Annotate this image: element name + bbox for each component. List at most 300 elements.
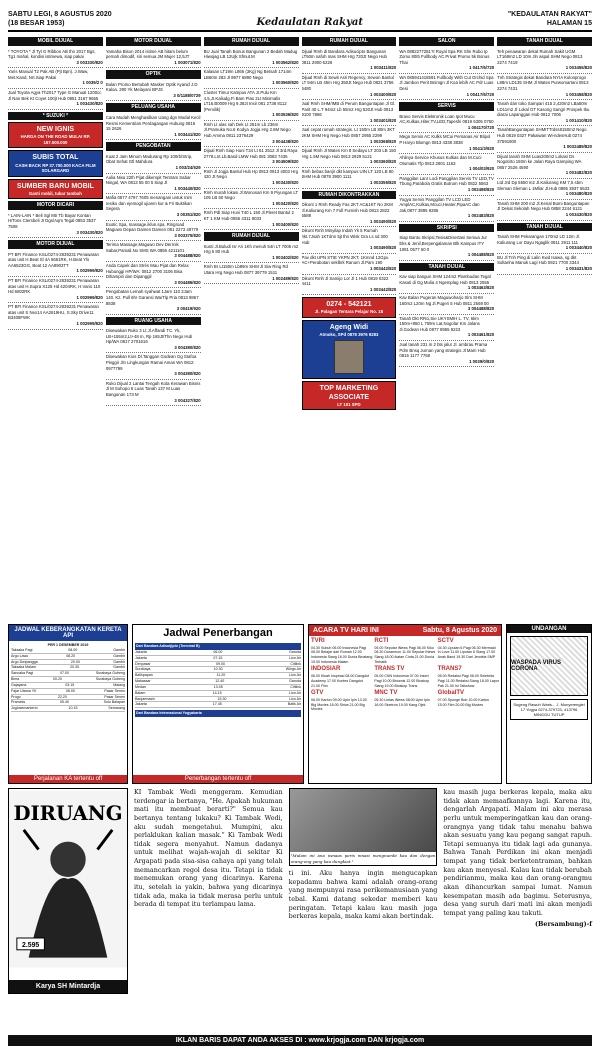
ad-text: Ltd Jrd Dp 5550 m2 Jl.Kaliurang KM 7,5 sbm Sleman Sleman L 1Mliar Jl.Hub 0895 3937 6533 xyxy=(497,180,590,191)
section-title: RUMAH DIKONTRAKKAN xyxy=(302,191,397,200)
schedule-cell: Fajar Utama YK xyxy=(11,688,37,693)
schedule-cell: Progo xyxy=(11,694,21,699)
section-title: SKRIPSI xyxy=(399,224,494,233)
ad-code: 3 00419/920 xyxy=(176,306,201,312)
ad-code: 1 003411/820 xyxy=(370,65,397,71)
schedule-cell: Sancaka Pagi xyxy=(11,671,34,676)
ad-text: WA 0882277281?I Royal Spa RK Slm Rubo Ip Zomo 80Ib Fullbody AC Privat Promo 5k Bonus Thai xyxy=(399,48,490,65)
classified-ad xyxy=(8,303,103,329)
classified-ad xyxy=(106,153,201,174)
classified-ad xyxy=(106,327,201,353)
ad-code: 1 003400/820 xyxy=(370,91,397,97)
classified-ad xyxy=(106,380,201,406)
train-subtitle: PER 1 DESEMBER 2019 xyxy=(47,643,89,647)
ad-code: 1 0417/6/720 xyxy=(469,65,495,71)
schedule-cell: Batik Air xyxy=(287,702,301,707)
schedule-cell: Solo Balapan xyxy=(103,700,125,705)
classified-ad xyxy=(8,89,103,110)
ad-code: 1 003441/820 xyxy=(174,131,201,137)
schedule-cell: 13.05 xyxy=(213,684,223,689)
schedules-row xyxy=(8,624,592,784)
schedule-cell: Pasar Senen xyxy=(104,694,125,699)
display-ad-heading: SUMBER BARU MOBIL xyxy=(16,182,94,190)
classified-ad xyxy=(497,200,592,221)
ad-code: 1 003480/820 xyxy=(565,191,592,197)
train-rows xyxy=(11,648,125,712)
comic-strip xyxy=(8,788,128,994)
schedule-cell: Makassar xyxy=(135,679,151,684)
schedule-cell: 20.30 xyxy=(70,665,80,670)
ad-text: Panggilan Lanr Lodi Panggilan Servis TV LED,TV Tbung,Parabola Gratis Butrum Hub 0822 5563 xyxy=(399,175,494,187)
display-ad-heading: Ageng Widi xyxy=(329,323,369,331)
ad-text: Cara Mudah Menghasilkan Uang dgn Modal Kecil Resmi Kementrian Perdagangan Hubung 0816 15 2626 xyxy=(105,114,201,132)
ad-text: Tnh Strategis dekat Bandara NYIA Kulonprogo L88m LD135 SHM Jl Wates Purwomartani 0813 2274 7431 xyxy=(497,74,589,91)
tv-channel xyxy=(311,638,372,664)
display-ad-heading: NEW IGNIS xyxy=(36,126,75,134)
schedule-cell: Prameks xyxy=(11,700,26,705)
ad-text: Kav Balan Pugeran Maguwoharjo Slm SHM 160m2 L20m Ng Jl.Pugeri 5 Hub 0811 2569 00 xyxy=(399,294,489,306)
section-title: MOTOR DICARI xyxy=(8,201,103,210)
ad-code: 3 004488/820 xyxy=(174,253,201,259)
tv-channel xyxy=(374,690,435,712)
ad-code: 1 002999/820 xyxy=(76,294,103,300)
ad-code: 1 004/03/920 xyxy=(469,166,495,172)
ad-text: Dikont Rmh Jl Samijo Lor Jl 1 Hub 0819 0322 4411 xyxy=(301,275,389,287)
ad-code: 1 002483/820 xyxy=(467,213,495,219)
ad-code: 1 0041/3/920 xyxy=(469,145,495,151)
ad-text: Tanah SHM 200 m2 Jl.Kenal Bumi Banguntapan Jl Dekat Sekolah Nego Hub 0858 2244 6121 xyxy=(497,200,590,212)
ad-text: Rmh Lt ulas sah Dek Lt 251m Lb 236m Jl.Pramuka No.6 Kodya Jogja Hrg 2.6M Nego Hub Amma 0811 2376429 xyxy=(203,121,291,139)
classifieds-grid xyxy=(8,35,592,620)
ad-text: Dikont Rmh Minyilap Indah Yk 5 Rumah hkt.7Jsah 1KTdnn 5jt thn Wisk Gra Ls sd 300 Hub xyxy=(301,228,388,245)
ad-text: WA 085941418591 Fullbody With Cut Orchid Spa Jl Jambon Perit Bnimgn Jl Koa lebih AC Pdr Luas Desi xyxy=(399,74,494,91)
tv-date: Sabtu, 8 Agustus 2020 xyxy=(422,627,497,634)
schedule-cell: 17.45 xyxy=(212,702,222,707)
ad-code: 3 004438/820 xyxy=(272,138,299,144)
ad-text: Mafia 0877 4797 7605 menangani untuk mim resiko dan ejemogil ujianm kur & Fri Buktikan Segera xyxy=(105,195,193,212)
ad-code: 1 003562/820 xyxy=(272,59,299,65)
ad-text: Sunti Jl.Buludi Isr Ari 1Kh menuh 54n LT 7005 m2 Hrg 6 80 Hub xyxy=(203,243,299,255)
channel-shows: 06.00 Kisah Inspirasi 08.00 Dangdut Academy 17.00 Kontes Dangdut 21.00 Film xyxy=(311,674,369,688)
classified-ad xyxy=(399,74,494,100)
ad-code: 3 004380/820 xyxy=(174,371,201,377)
tv-channel xyxy=(374,638,435,664)
schedule-cell: Banjarmasin xyxy=(135,696,155,701)
display-ad xyxy=(8,122,103,148)
ad-code: 1 003401/820 xyxy=(370,117,397,123)
display-ad-text: CASH BACK RP 37.700.000 KACA FILM SOLARGARD xyxy=(15,162,96,174)
schedule-cell: Taksaka Pagi xyxy=(11,647,33,652)
ad-text: Kalasan LT19m L866 (3Kg) Ng Betsah 1714m LB60m 283 Jl 9977 6890 Nego xyxy=(203,69,292,80)
feature-row xyxy=(8,788,592,994)
ad-code: 3 004486/820 xyxy=(174,279,201,285)
classified-ad xyxy=(8,48,103,69)
schedule-cell: Lion Air xyxy=(288,655,301,660)
ad-code: 3 003375/820 xyxy=(174,232,201,238)
display-ad-text: Atmoko, SPd 0878 3976 9283 xyxy=(319,332,379,337)
classified-ad xyxy=(106,221,201,242)
ad-text: PT BFI Finance KSL/0274-2839231 Penawaran atas unit H.Supra X125 Hd 4204RK, H.Vario 110 Hd 6802RK xyxy=(8,278,101,295)
classified-ad xyxy=(497,233,592,254)
ad-code: 1 003430/820 xyxy=(272,180,299,186)
ad-text: Dijual tanah SHM Luas200m2 Lokasi Ds Nogotirto 150m ke Jalan Raya Gamping WA 0857 2526 4590 xyxy=(497,153,582,170)
classified-ad xyxy=(497,254,592,275)
story-figure-caption: "Mulam ini ana iwnaas peris mnasi mengnumbi kau dan dengan orang-ong yang kau dungkiat." xyxy=(290,853,436,864)
classified-column xyxy=(8,35,103,620)
tv-channel xyxy=(438,690,499,712)
serial-story xyxy=(134,788,592,994)
classified-ad xyxy=(204,209,299,230)
ad-text: Kav siap bangun SHM 124m2 Plambudan Tegal Kasuti di Gg Mulia 4 Ngemplag Hub 0813 2555 xyxy=(399,274,491,285)
classified-ad xyxy=(106,262,201,288)
ad-text: Yamaha Bison 2014 istime AB hitam belum pernah dimodif, siri semua JM Mujer 12,5JT xyxy=(105,48,190,60)
ad-text: Kuat 2 Jam Minum Madurang Rp 100rb/Strip, Obat Sehat Gtl Mahdura xyxy=(105,153,193,165)
schedule-cell: 07.00 xyxy=(60,671,69,676)
ad-code: 1 003431/820 xyxy=(565,265,592,271)
ad-code: 3 004509/820 xyxy=(272,159,299,165)
classified-ad xyxy=(204,48,299,69)
schedule-cell: Argo Dwipangga xyxy=(11,659,38,664)
classified-ad xyxy=(302,201,397,227)
ad-text: Ahlinya Service Khusus Kulkas dan M.Cuci Otomatis Tlp 0813 2801 1163 xyxy=(399,155,482,166)
ad-text: PT BFI Finance KSL/0274-2839231 Penawaran atas unit S Nex14 AA2619HU, S.Sky Drive11 B3408FWK xyxy=(8,304,99,321)
section-title: PELUANG USAHA xyxy=(106,103,201,112)
channel-shows: 04.30 Liputan 6 Pagi 06.30 Mermaid In Love 11.00 Liputan 6 Siang 17.00 Anak Band 19.30 Dari Jendela SMP xyxy=(437,645,496,660)
classified-ad xyxy=(204,121,299,147)
schedule-cell: Gambir xyxy=(113,647,125,652)
channel-shows: 04.30 Subuh 06.00 Indonesia Pagi 08.00 Belajar dari Rumah 12.00 Indonesia Siang 16.00 Dunia Binatang 19.00 Indonesia Malam xyxy=(311,645,373,664)
schedule-cell: Jakarta xyxy=(135,649,147,654)
classified-ad xyxy=(399,273,494,294)
schedule-cell: Lion Air xyxy=(289,673,301,678)
classified-ad xyxy=(399,113,494,134)
masthead-logo: Kedaulatan Rakyat xyxy=(256,17,363,28)
ad-text: Exotic Spa, massage.iklun.spa. Ringroad Maguwo Depan Damen Damen 081 2273 48779 xyxy=(105,221,199,233)
classified-ad xyxy=(302,48,397,74)
schedule-cell: 15.30 xyxy=(217,696,227,701)
schedule-row xyxy=(11,706,125,712)
ad-text: Rmh Jl Jogja Bantul Hub Hp 0813 0913 4003 Hrg 420 Jt Nego xyxy=(203,168,299,180)
classified-ad xyxy=(204,189,299,210)
ad-code: 1 003455/820 xyxy=(565,65,592,71)
train-footer: Perjalanan KA tertentu off xyxy=(9,775,127,783)
ad-code: 1 003440/820 xyxy=(174,185,201,191)
tv-channel xyxy=(438,666,499,688)
display-ad xyxy=(302,320,397,379)
schedule-cell: 20.00 xyxy=(70,659,80,664)
ad-code: 1 003430/820 xyxy=(76,101,103,107)
ad-code: 3 003330/820 xyxy=(76,59,103,65)
section-title: OPTIK xyxy=(106,70,201,79)
classified-ad xyxy=(302,74,397,100)
agent-photo xyxy=(334,340,364,374)
ad-text: Jual cepat rumah strategis. Lt 150m LB 80m 3KT 2KM SHM Hrg Nego Hub 0857 2955 2299 xyxy=(301,127,395,139)
ad-code: 1 003490/820 xyxy=(370,245,397,251)
schedule-cell: 10.15 xyxy=(68,706,78,711)
channel-shows: 05.00 Redaksi Pagi 08.00 Selebrita Pagi 11.00 Redaksi Siang 18.00 Lapor Pak 21.00 Ini Talkshow xyxy=(437,674,499,688)
display-ad-heading: SUBIS TOTAL xyxy=(32,154,79,162)
section-title: * SUZUKI * xyxy=(8,112,103,121)
undangan-panel xyxy=(506,624,592,784)
section-title: MOTOR DIJUAL xyxy=(106,37,201,46)
ad-code: 1 00417/6/720 xyxy=(466,91,495,97)
ad-text: Jual Rmh SHM/IMB di Perum Banguntapan Jl Gl. Parit 40 L.T 94m2 Lb 55m2 Hrg 520Jt Hub 0813 9100 7886 xyxy=(301,101,396,118)
channel-name: SCTV xyxy=(437,638,454,644)
ad-code: 1 003/24/529 xyxy=(175,164,201,170)
schedule-cell: Citilink xyxy=(290,684,301,689)
ad-text: Terima Massage,Maguwo Dev Derrnik Sabar,Pamali.No SMS WA 0856 4211101 xyxy=(105,242,185,253)
story-column-2: ti ini. Aku hanya ingin mengucapkan kepadamu bahwa kami adalah orang-orang yang mempunyai rasa perikemanusiaan yang tebal. Kami datang sekedar memberi kau peringatan. Tetapi kalau kau masih juga berkeras kepala, maka kami akan bertindak. xyxy=(288,869,438,921)
classified-ad xyxy=(302,275,397,296)
ad-text: Pengobatan Lemah syahwat 1Jam 110 2Jam 140. Kz. Pull 6hr Garansi Wa/Tlp Pria 0813 9867 8838 xyxy=(105,289,199,306)
ad-text: PT BFI Finance KSL/0274-2839231 Penawaran atas unit H.Beat Sl 4A 5661RK, H.Beat Yls AA6523GG, Beat 12 AA8903TT xyxy=(8,251,99,268)
ad-code: 1 003461/820 xyxy=(467,332,495,338)
ad-code: 1 0032489/820 xyxy=(563,144,592,150)
schedule-cell: 05.40 xyxy=(59,700,69,705)
schedule-cell: Gambir xyxy=(113,653,125,658)
schedule-cell: 06.00 xyxy=(213,649,223,654)
flight-footer: Penerbangan tertentu off xyxy=(133,775,303,783)
section-title: RUMAH DIJUAL xyxy=(204,37,299,46)
schedule-cell: Surabaya xyxy=(135,667,151,672)
schedule-cell: Bima xyxy=(11,677,20,682)
display-ad-text: HARGA ON THE ROAD MULAI RP. 167.500.000 xyxy=(20,134,91,145)
classified-ad xyxy=(204,243,299,264)
classified-ad xyxy=(497,153,592,179)
section-title: RUMAH DIJUAL xyxy=(302,37,397,46)
classified-ad xyxy=(302,126,397,147)
display-ad xyxy=(8,179,103,200)
ad-code: 1 003482/820 xyxy=(565,170,592,176)
ad-code: 1 002498/820 xyxy=(467,186,495,192)
story-column-3: kau masih juga berkeras kepala, maka aku tidak akan memaafkannya lagi. Karena itu, dengarlah Argapati. Malam ini aku merasa perlu untuk memperingatkan kau dan orang-orangnya yang tidak tahu menahu bahwa akan sesuatu yang kau pegang sangat rapuh. Tetapi semuanya itu tidak lagi ada gunanya. Bahwa Tanah Perdikan ini akan menjadi tempat yang tidak berketentraman, bahkan kau akan menyesal. Kalau kau tidak berubah pendirianmu, maka kau dan orang-orangmu akan dihancurkan sampai lumat. Namun kesempatan masih ada bagimu. Seterusnya, desa yang suruh dari mati ini akan menjadi tempat yang paling kau takuti. xyxy=(443,788,592,917)
classified-ad xyxy=(497,100,592,126)
classified-ad xyxy=(399,341,494,367)
story-illustration xyxy=(289,788,438,866)
classified-ad xyxy=(106,353,201,379)
ad-code: 1 003430/820 xyxy=(565,211,592,217)
ad-code: 1 003400/820 xyxy=(272,221,299,227)
schedule-cell: Wings Air xyxy=(285,667,301,672)
ad-code: 1 003490/820 xyxy=(370,218,397,224)
schedule-cell: Argo Lawu xyxy=(11,653,29,658)
ad-code: 1 002999/820 xyxy=(76,321,103,327)
ad-text: Mega Servis AC Kulks MCui Pemanas Air Blipol P Haryo Blomgn 0813 4338 3838 xyxy=(399,134,491,145)
schedule-cell: Semarang xyxy=(108,706,125,711)
display-ad xyxy=(8,150,103,176)
ad-text: Dijual Rmh di Bandara Adisucipto Bangunan LT50m nafoh mas SHM Hrg 720Jt Nego Hub 0811 2900 6226 xyxy=(301,48,387,65)
ad-text: BU Jual Tanah Bonus Bangunan 2 Bedah Madug Hiwojag LB 12Ujk Sfmut.M xyxy=(203,48,298,60)
ad-text: Dikont 1 Rmh Ready Fas 2KT AC&1KT No 2KM Jl.Kaliurang Km 7 Full Furnish Hub 0813 2822 5588 xyxy=(301,202,393,219)
channel-shows: 07.00 Sponge Bob 10.00 Kartun 15.00 Film 20.00 Big Movies xyxy=(437,698,490,707)
channel-name: TRANS TV xyxy=(374,666,405,673)
section-title: SERVIS xyxy=(399,102,494,111)
ad-code: 1 003442/820 xyxy=(370,286,397,292)
ad-code: 1 003368/820 xyxy=(370,138,397,144)
classified-ad xyxy=(204,147,299,168)
classified-ad xyxy=(399,315,494,341)
train-title: JADWAL KEBERANGKATAN KERETA API xyxy=(9,625,127,641)
classified-ad xyxy=(399,133,494,154)
channel-shows: 05.00 Seputar iNews Pagi 06.00 Kiko 08.30 Doraemon 11.00 Seputar iNews Siang 18.00 Ikatan Cinta 21.00 Dunia Terbalik xyxy=(374,645,436,664)
schedule-cell: Pasar Senen xyxy=(104,688,125,693)
ad-code: 1 003560/820 xyxy=(272,80,299,86)
tv-title: ACARA TV HARI INI xyxy=(313,627,379,634)
page-header xyxy=(8,6,592,32)
section-title: MOBIL DIJUAL xyxy=(8,37,103,46)
corona-poster: WASPADA VIRUS CORONA xyxy=(510,636,588,696)
classified-ad xyxy=(302,147,397,168)
section-title: MOTOR DIJUAL xyxy=(8,240,103,249)
classified-ad xyxy=(399,48,494,74)
display-ad-text: Ganti mobil, tukar tambah xyxy=(28,190,82,196)
section-title: PENGOBATAN xyxy=(106,142,201,151)
ad-code: 1 0039/2 0 xyxy=(82,80,103,86)
ad-code: 1 002999/820 xyxy=(76,268,103,274)
comic-illustration xyxy=(9,789,127,969)
section-title: RUANG USAHA xyxy=(106,317,201,326)
ad-text: Siap Bantu Skripsi,Tesis&Disertasi Semua Jur Eks & Jenil,Berpengalaman Blk Kampus ITY 1081 0577 60 0 xyxy=(399,235,487,252)
section-title: TANAH DIJUAL xyxy=(497,37,592,46)
classified-ad xyxy=(497,179,592,200)
display-ad xyxy=(302,381,397,411)
schedule-cell: 08.20 xyxy=(66,653,76,658)
ad-text: TanahBanguntapan SHMITTrdss8150m2 Nego Hub 0819 0327 Pakaiwan Wi-ndesHub 0274 37591800 xyxy=(497,127,587,144)
ad-text: Tanah Dkt RRci,Sie UKYSMIH L. TV, 6km 150m+850 L 759m Lat.Nogolar Km Jalans Jl.Godean Hub 0877 8955 9223 xyxy=(399,315,480,332)
ad-text: BU Jl Tnh Ping di Lalin Kwd Isawa, sg dkt Sultanha Manuk Lagi Hub 0821 7700 3344 xyxy=(497,254,579,266)
ad-text: Yaris Manual T2 Pak AB (Pjt Bpn). J.Waw, Met.Kand, Nrt.Siap Pakai xyxy=(8,69,89,80)
classified-column xyxy=(204,35,299,620)
ad-text: Cluster Timur Kampus ATA JI.Pulu Km 4.5,JI.Kaliudg.Fi Bam Pias 2Lt Minimalis LT16.B0009 Hrg 9.38Jt Insir 081 2738 8112 (Pemilik) xyxy=(203,89,287,112)
classified-ad xyxy=(106,241,201,262)
display-ad-heading: 0274 - 542121 xyxy=(326,301,372,309)
schedule-cell: Balikpapan xyxy=(135,673,153,678)
ad-text: Bulan Promo Bertubah Masker Optik Ayanid J.D Kaloa. 290 Yk Melayani BPJS xyxy=(105,81,198,93)
ad-code: 3 004327/820 xyxy=(174,397,201,403)
schedule-cell: 08.00 xyxy=(68,647,78,652)
schedule-cell: Surabaya Gubeng xyxy=(95,677,125,682)
ad-code: 3 004488/820 xyxy=(467,306,495,312)
ad-code: 1 0039/0/820 xyxy=(469,358,495,364)
tv-channel xyxy=(438,638,499,664)
ad-text: Rmh Br Lt150m Lb89m SHM Jl Siw Ring Rd Utara Hrg Nego Hub 0877 39779 1511 xyxy=(203,264,288,275)
ad-text: Tanah SHM Pekarangan 170m2 LD 12m Jl. Kaliurang Lor Dayu Ngaglik 0811 2911 111 xyxy=(497,234,581,245)
ad-text: Disewakan Ruko 3 Lt Jl.Affandi TC. Yk, LB+155m2,Lt+48 m, Rp 165Jt/Thn Nego Hub Hp/WA 0817 2701616 xyxy=(105,328,193,345)
classified-ad xyxy=(497,48,592,74)
display-ad-text: Jl. Palagan Tentara Pelajar No. 18 xyxy=(314,309,384,315)
flight-subtitle: Dari Bandara Adisutjipto (Terminal B) xyxy=(135,643,301,650)
classified-ad xyxy=(497,74,592,100)
schedule-cell: 10.30 xyxy=(213,667,223,672)
schedule-cell: Medan xyxy=(135,684,146,689)
classified-ad xyxy=(204,89,299,121)
classified-ad xyxy=(106,114,201,140)
ad-code: 1 004488/820 xyxy=(467,252,495,258)
classified-ad xyxy=(399,196,494,222)
story-continued: (Bersambung)-f xyxy=(534,919,592,928)
schedule-cell: 22.20 xyxy=(57,694,67,699)
schedule-cell: 06.00 xyxy=(65,688,75,693)
classified-ad xyxy=(302,254,397,275)
ad-code: 1 003442/820 xyxy=(370,265,397,271)
channel-name: GlobalTV xyxy=(437,690,464,697)
classified-ad xyxy=(302,227,397,253)
schedule-cell: Jakarta xyxy=(135,655,147,660)
ad-text: Teh penawaran dekat Rumah Sakit UGM LT168m2 LD 10m Jln aspal SHM Nego 0813 2274 7419 xyxy=(497,48,583,65)
flight-schedule xyxy=(132,624,304,784)
display-ad-heading: TOP MARKETING ASSOCIATE xyxy=(319,384,379,401)
classified-ad xyxy=(8,277,103,303)
schedule-cell: Joglosemarkerto xyxy=(11,706,38,711)
classified-ad xyxy=(204,68,299,89)
tv-channel xyxy=(374,666,435,688)
ad-text: Anda Capek dan Strès Mau Pijat dan Relax Hubunggi HP/WA: 0812 2700 3106 Bisa Dihampiri dan Dipanggil xyxy=(105,263,189,280)
ad-text: Disewakan Kios Dl.Tanggan Godean Gg Stafoa Pinggir Jln Lingkungan Ramai Aman WA 0812 0977799 xyxy=(105,354,197,371)
ad-code: 1 003420/820 xyxy=(272,200,299,206)
story-column-1: KI Tambak Wedi menggeram. Kemudian terdengar ia bertanya, "He. Apakah hukuman mati itu membuat berarti?" Semua kau bertanya tentang lukaku? Ki Tambak Wedi, aku sudah mengetahui. Mumpini, aku perlaklukan kalian masak." Ki Tambak Wedi tidak segera menyahut. Namun dadanya untuk melihat wajah-wajah di sekitar Ki Argapati pada sisa-sisa cahaya api yang telah memancarkan regol desa itu. Tetapi ia tidak menemukan orang yang dicarinya. Karena itu, setelah ia yakin, bahwa yang dicarinya tidak ada, maka ia tidak merasa perlu untuk berada di tempat itu terlampau lama. xyxy=(134,788,283,909)
channel-shows: 05.30 Lintas iNews 08.00 Upin Ipin 16.00 Sinetron 19.00 Kang Ojek xyxy=(374,698,430,707)
section-title: RUMAH DIJUAL xyxy=(204,232,299,241)
comic-number: 2.595 xyxy=(22,941,40,949)
ad-code: 1 004170/720 xyxy=(467,124,495,130)
schedule-cell: Jakarta xyxy=(135,702,147,707)
schedule-cell: Gambir xyxy=(113,665,125,670)
comic-caption: Karya SH Mintardja xyxy=(9,980,127,993)
ad-code: 1 003458/820 xyxy=(565,91,592,97)
channel-name: TRANS7 xyxy=(437,666,462,673)
schedule-cell: Garuda xyxy=(288,649,301,654)
ad-text: Aulia Nisa 22th Pijat dikempit Tentram Sabar Ningal, WA 0813 55 00 5 Siap Jl xyxy=(105,174,191,186)
classified-ad xyxy=(302,100,397,126)
classified-column xyxy=(497,35,592,620)
ad-code: 1 001410/820 xyxy=(565,117,592,123)
channel-shows: 06.00 Kartun 09.00 Upin Ipin 13.00 Big Movies 18.00 Shiva 21.00 Big Movies xyxy=(311,698,367,712)
ad-code: 1 002489/820 xyxy=(272,275,299,281)
ad-text: Dijual Rmh di Sewit Asri Regency, Sewon Bantul LT 94m LB 45m Hrg 350Jt Nego Hub 0821 3756 6480 xyxy=(301,74,394,91)
section-title: TANAH DIJUAL xyxy=(497,223,592,232)
channel-name: TVRI xyxy=(311,638,325,644)
classified-ad xyxy=(399,175,494,196)
schedule-cell: Malang xyxy=(113,682,125,687)
channel-name: RCTI xyxy=(374,638,389,644)
schedule-cell: Gajayana xyxy=(11,682,27,687)
ad-code: 1 003071/820 xyxy=(174,59,201,65)
schedule-row xyxy=(135,702,301,708)
schedule-cell: 00.20 xyxy=(53,677,63,682)
undangan-text: Sugeng Rawuh Waris... J. Munyerenglei 17 Yogya 0274-379723, 413796 MINGGU TUTUP xyxy=(510,699,588,720)
schedule-cell: 03.15 xyxy=(65,682,75,687)
section-title: TANAH DIJUAL xyxy=(399,263,494,272)
ad-text: Bravo Servis Elektronik Loan Ipot Mucu AC,Kulkas,Hiter,TV,LED,Tapeshi 0819 6305 0750 xyxy=(399,113,494,125)
classified-ad xyxy=(204,263,299,284)
ad-text: Dijual Rmh Jl Wates Km 8 Sedayu LT 203 LB 150 Hrg 1.5M Nego Hub 0813 2929 5121 xyxy=(301,148,396,159)
tv-channel xyxy=(311,690,372,712)
schedule-cell: Denpasar xyxy=(135,661,151,666)
channel-shows: 05.00 CNN Indonesia 07.00 Insert Pagi 10.00 Brownis 12.00 Bioskop Siang 19.00 Bioskop Trans xyxy=(374,674,430,688)
classified-ad xyxy=(497,126,592,152)
ad-code: 3 0/1188/0729 xyxy=(173,92,201,98)
classified-ad xyxy=(8,68,103,89)
schedule-cell: 14.15 xyxy=(212,690,222,695)
page-footer: IKLAN BARIS DAPAT ANDA AKSES DI : www.krjogja.com DAN krjogja.com xyxy=(8,1035,592,1046)
classified-ad xyxy=(106,48,201,69)
classified-column xyxy=(106,35,201,620)
classified-ad xyxy=(204,168,299,189)
ad-code: 1 003355/820 xyxy=(370,180,397,186)
channel-name: GTV xyxy=(311,690,324,697)
classified-ad xyxy=(399,154,494,175)
display-ad xyxy=(302,297,397,318)
